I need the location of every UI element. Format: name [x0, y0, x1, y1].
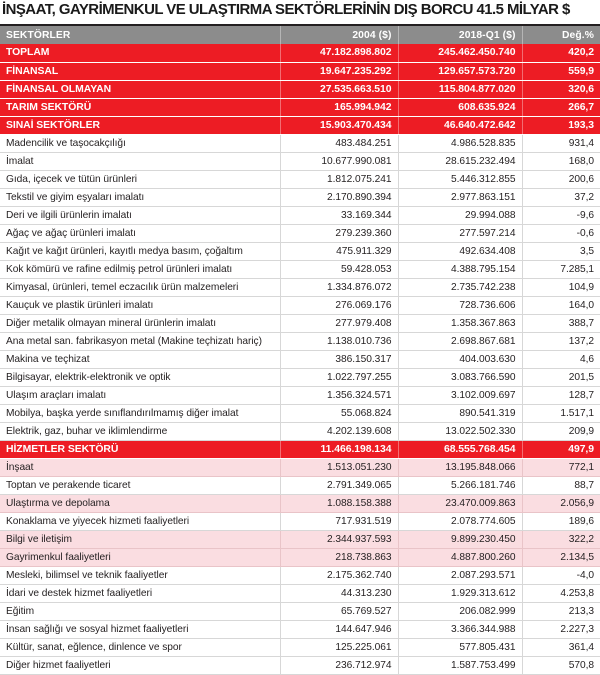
table-header: [0, 26, 600, 44]
cell-change-pct: 168,0: [522, 152, 600, 170]
cell-value-2004: 475.911.329: [280, 242, 398, 260]
cell-value-2018q1: 3.102.009.697: [398, 386, 522, 404]
cell-value-2004: 1.513.051.230: [280, 458, 398, 476]
table-row: [0, 638, 600, 656]
cell-sector: Gıda, içecek ve tütün ürünleri: [0, 170, 280, 188]
cell-sector: Elektrik, gaz, buhar ve iklimlendirme: [0, 422, 280, 440]
cell-change-pct: 7.285,1: [522, 260, 600, 278]
cell-value-2018q1: 46.640.472.642: [398, 116, 522, 134]
table-row: [0, 530, 600, 548]
cell-value-2018q1: 2.078.774.605: [398, 512, 522, 530]
table-row: [0, 386, 600, 404]
cell-value-2004: 44.313.230: [280, 584, 398, 602]
cell-sector: HİZMETLER SEKTÖRÜ: [0, 440, 280, 458]
cell-change-pct: -9,6: [522, 206, 600, 224]
cell-sector: Mesleki, bilimsel ve teknik faaliyetler: [0, 566, 280, 584]
cell-value-2004: 47.182.898.802: [280, 44, 398, 62]
table-row: [0, 188, 600, 206]
cell-value-2004: 55.068.824: [280, 404, 398, 422]
cell-value-2004: 1.088.158.388: [280, 494, 398, 512]
cell-change-pct: 4,6: [522, 350, 600, 368]
cell-change-pct: 497,9: [522, 440, 600, 458]
table-row: [0, 458, 600, 476]
cell-value-2004: 483.484.251: [280, 134, 398, 152]
cell-value-2018q1: 3.083.766.590: [398, 368, 522, 386]
cell-value-2004: 236.712.974: [280, 656, 398, 674]
cell-sector: TARIM SEKTÖRÜ: [0, 98, 280, 116]
cell-change-pct: 164,0: [522, 296, 600, 314]
cell-change-pct: 3,5: [522, 242, 600, 260]
table-row: [0, 476, 600, 494]
cell-value-2004: 2.791.349.065: [280, 476, 398, 494]
cell-sector: İmalat: [0, 152, 280, 170]
cell-sector: Ulaşım araçları imalatı: [0, 386, 280, 404]
external-debt-table: [0, 26, 600, 675]
cell-value-2018q1: 9.899.230.450: [398, 530, 522, 548]
cell-sector: Bilgi ve iletişim: [0, 530, 280, 548]
cell-value-2004: 65.769.527: [280, 602, 398, 620]
page-title-bar: [0, 0, 600, 24]
table-header-row: [0, 26, 600, 44]
cell-value-2004: 11.466.198.134: [280, 440, 398, 458]
cell-value-2004: 1.334.876.072: [280, 278, 398, 296]
cell-sector: İnsan sağlığı ve sosyal hizmet faaliyetleri: [0, 620, 280, 638]
cell-sector: Kauçuk ve plastik ürünleri imalatı: [0, 296, 280, 314]
cell-change-pct: 104,9: [522, 278, 600, 296]
cell-value-2018q1: 2.977.863.151: [398, 188, 522, 206]
cell-change-pct: 193,3: [522, 116, 600, 134]
cell-sector: Kimyasal, ürünleri, temel eczacılık ürün malzemeleri: [0, 278, 280, 296]
cell-change-pct: 137,2: [522, 332, 600, 350]
column-header-sector: SEKTÖRLER: [0, 26, 280, 44]
cell-change-pct: 320,6: [522, 80, 600, 98]
cell-value-2018q1: 728.736.606: [398, 296, 522, 314]
cell-value-2004: 15.903.470.434: [280, 116, 398, 134]
cell-change-pct: 361,4: [522, 638, 600, 656]
cell-value-2004: 2.170.890.394: [280, 188, 398, 206]
cell-value-2018q1: 129.657.573.720: [398, 62, 522, 80]
cell-sector: Gayrimenkul faaliyetleri: [0, 548, 280, 566]
cell-value-2018q1: 29.994.088: [398, 206, 522, 224]
table-row: [0, 314, 600, 332]
cell-change-pct: 931,4: [522, 134, 600, 152]
cell-sector: FİNANSAL: [0, 62, 280, 80]
cell-value-2018q1: 2.698.867.681: [398, 332, 522, 350]
cell-value-2018q1: 277.597.214: [398, 224, 522, 242]
cell-value-2004: 1.138.010.736: [280, 332, 398, 350]
cell-change-pct: 420,2: [522, 44, 600, 62]
cell-value-2004: 386.150.317: [280, 350, 398, 368]
table-row: [0, 80, 600, 98]
cell-sector: Tekstil ve giyim eşyaları imalatı: [0, 188, 280, 206]
cell-value-2018q1: 577.805.431: [398, 638, 522, 656]
cell-value-2018q1: 115.804.877.020: [398, 80, 522, 98]
cell-sector: SINAİ SEKTÖRLER: [0, 116, 280, 134]
cell-value-2004: 279.239.360: [280, 224, 398, 242]
cell-value-2018q1: 13.195.848.066: [398, 458, 522, 476]
table-row: [0, 368, 600, 386]
cell-value-2004: 144.647.946: [280, 620, 398, 638]
cell-sector: Ağaç ve ağaç ürünleri imalatı: [0, 224, 280, 242]
cell-change-pct: 772,1: [522, 458, 600, 476]
cell-value-2018q1: 4.986.528.835: [398, 134, 522, 152]
cell-value-2004: 165.994.942: [280, 98, 398, 116]
cell-sector: İnşaat: [0, 458, 280, 476]
cell-change-pct: 37,2: [522, 188, 600, 206]
table-row: [0, 566, 600, 584]
table-row: [0, 98, 600, 116]
table-row: [0, 512, 600, 530]
cell-value-2018q1: 608.635.924: [398, 98, 522, 116]
table-row: [0, 62, 600, 80]
cell-value-2018q1: 890.541.319: [398, 404, 522, 422]
table-row: [0, 242, 600, 260]
cell-change-pct: 201,5: [522, 368, 600, 386]
cell-change-pct: 189,6: [522, 512, 600, 530]
cell-change-pct: 559,9: [522, 62, 600, 80]
cell-change-pct: 1.517,1: [522, 404, 600, 422]
cell-change-pct: 322,2: [522, 530, 600, 548]
cell-change-pct: 2.227,3: [522, 620, 600, 638]
cell-change-pct: 266,7: [522, 98, 600, 116]
cell-value-2018q1: 2.735.742.238: [398, 278, 522, 296]
cell-change-pct: 2.134,5: [522, 548, 600, 566]
cell-change-pct: 128,7: [522, 386, 600, 404]
cell-sector: Mobilya, başka yerde sınıflandırılmamış diğer imalat: [0, 404, 280, 422]
cell-value-2018q1: 28.615.232.494: [398, 152, 522, 170]
cell-sector: Ana metal san. fabrikasyon metal (Makine teçhizatı hariç): [0, 332, 280, 350]
cell-value-2018q1: 13.022.502.330: [398, 422, 522, 440]
cell-value-2004: 2.175.362.740: [280, 566, 398, 584]
page-title: İNŞAAT, GAYRİMENKUL VE ULAŞTIRMA SEKTÖRLERİNİN DIŞ BORCU 41.5 MİLYAR $: [2, 1, 570, 18]
cell-sector: Madencilik ve taşocakçılığı: [0, 134, 280, 152]
table-row: [0, 620, 600, 638]
cell-value-2018q1: 1.929.313.612: [398, 584, 522, 602]
cell-sector: TOPLAM: [0, 44, 280, 62]
table-row: [0, 170, 600, 188]
column-header-2004: 2004 ($): [280, 26, 398, 44]
table-row: [0, 152, 600, 170]
cell-value-2004: 277.979.408: [280, 314, 398, 332]
cell-change-pct: 213,3: [522, 602, 600, 620]
cell-sector: Eğitim: [0, 602, 280, 620]
table-row: [0, 404, 600, 422]
table-row: [0, 440, 600, 458]
cell-sector: Diğer metalik olmayan mineral ürünlerin imalatı: [0, 314, 280, 332]
cell-value-2018q1: 245.462.450.740: [398, 44, 522, 62]
cell-change-pct: 209,9: [522, 422, 600, 440]
cell-change-pct: -4,0: [522, 566, 600, 584]
cell-value-2018q1: 2.087.293.571: [398, 566, 522, 584]
table-row: [0, 350, 600, 368]
cell-sector: Ulaştırma ve depolama: [0, 494, 280, 512]
cell-value-2018q1: 404.003.630: [398, 350, 522, 368]
cell-value-2018q1: 3.366.344.988: [398, 620, 522, 638]
cell-value-2004: 27.535.663.510: [280, 80, 398, 98]
cell-sector: Deri ve ilgili ürünlerin imalatı: [0, 206, 280, 224]
column-header-change: Değ.%: [522, 26, 600, 44]
cell-change-pct: 2.056,9: [522, 494, 600, 512]
table-row: [0, 296, 600, 314]
column-header-2018: 2018-Q1 ($): [398, 26, 522, 44]
cell-change-pct: 570,8: [522, 656, 600, 674]
cell-sector: İdari ve destek hizmet faaliyetleri: [0, 584, 280, 602]
cell-change-pct: 388,7: [522, 314, 600, 332]
cell-sector: Makina ve teçhizat: [0, 350, 280, 368]
cell-sector: Diğer hizmet faaliyetleri: [0, 656, 280, 674]
table-row: [0, 260, 600, 278]
cell-value-2004: 59.428.053: [280, 260, 398, 278]
cell-value-2018q1: 68.555.768.454: [398, 440, 522, 458]
table-row: [0, 602, 600, 620]
cell-value-2004: 276.069.176: [280, 296, 398, 314]
cell-change-pct: -0,6: [522, 224, 600, 242]
cell-sector: Kağıt ve kağıt ürünleri, kayıtlı medya basım, çoğaltım: [0, 242, 280, 260]
cell-value-2018q1: 492.634.408: [398, 242, 522, 260]
cell-value-2004: 1.022.797.255: [280, 368, 398, 386]
table-row: [0, 656, 600, 674]
cell-value-2018q1: 206.082.999: [398, 602, 522, 620]
cell-sector: Konaklama ve yiyecek hizmeti faaliyetleri: [0, 512, 280, 530]
table-row: [0, 116, 600, 134]
table-row: [0, 278, 600, 296]
table-row: [0, 494, 600, 512]
cell-value-2018q1: 4.887.800.260: [398, 548, 522, 566]
cell-value-2004: 1.356.324.571: [280, 386, 398, 404]
cell-sector: Toptan ve perakende ticaret: [0, 476, 280, 494]
cell-value-2004: 2.344.937.593: [280, 530, 398, 548]
cell-value-2004: 19.647.235.292: [280, 62, 398, 80]
cell-sector: FİNANSAL OLMAYAN: [0, 80, 280, 98]
table-body: [0, 44, 600, 674]
cell-value-2004: 33.169.344: [280, 206, 398, 224]
table-row: [0, 44, 600, 62]
cell-value-2004: 125.225.061: [280, 638, 398, 656]
cell-sector: Kok kömürü ve rafine edilmiş petrol ürünleri imalatı: [0, 260, 280, 278]
table-row: [0, 224, 600, 242]
cell-value-2004: 218.738.863: [280, 548, 398, 566]
cell-value-2018q1: 5.266.181.746: [398, 476, 522, 494]
cell-sector: Kültür, sanat, eğlence, dinlence ve spor: [0, 638, 280, 656]
cell-change-pct: 4.253,8: [522, 584, 600, 602]
table-row: [0, 206, 600, 224]
cell-sector: Bilgisayar, elektrik-elektronik ve optik: [0, 368, 280, 386]
cell-value-2018q1: 23.470.009.863: [398, 494, 522, 512]
cell-value-2018q1: 5.446.312.855: [398, 170, 522, 188]
table-row: [0, 422, 600, 440]
table-row: [0, 134, 600, 152]
cell-value-2018q1: 4.388.795.154: [398, 260, 522, 278]
table-row: [0, 548, 600, 566]
table-row: [0, 332, 600, 350]
table-row: [0, 584, 600, 602]
cell-value-2004: 10.677.990.081: [280, 152, 398, 170]
cell-change-pct: 88,7: [522, 476, 600, 494]
cell-value-2004: 4.202.139.608: [280, 422, 398, 440]
cell-value-2018q1: 1.358.367.863: [398, 314, 522, 332]
cell-value-2018q1: 1.587.753.499: [398, 656, 522, 674]
cell-change-pct: 200,6: [522, 170, 600, 188]
cell-value-2004: 717.931.519: [280, 512, 398, 530]
cell-value-2004: 1.812.075.241: [280, 170, 398, 188]
